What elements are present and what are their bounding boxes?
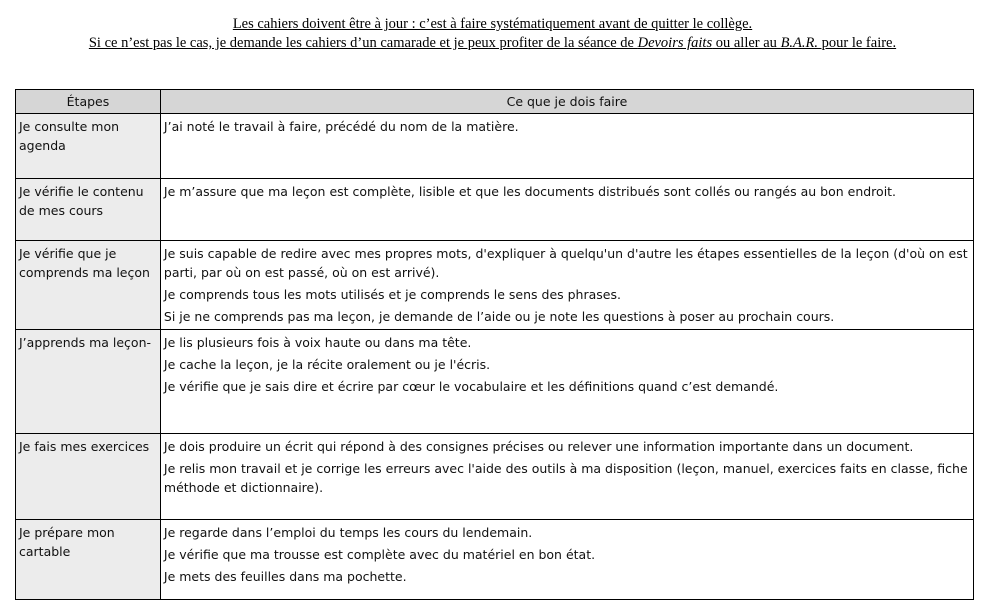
intro-notice [0,15,985,53]
step-cell: Je fais mes exercices [16,434,161,520]
todo-line: Je suis capable de redire avec mes propres mots, d'expliquer à quelqu'un d'autre les étapes essentielles de la leçon (d'où on est parti, par où on est passé, où on est arrivé). [163,246,968,280]
todo-cell [160,241,973,330]
table-row [16,241,974,330]
todo-line: Je cache la leçon, je la récite oralement ou je l'écris. [163,357,491,372]
todo-line: Je vérifie que je sais dire et écrire par cœur le vocabulaire et les définitions quand c’est demandé. [163,379,779,394]
header-etapes: Étapes [16,90,161,114]
steps-table [15,89,974,600]
table-row [16,434,974,520]
bar-emphasis: B.A.R. [780,35,819,51]
todo-line: Je relis mon travail et je corrige les erreurs avec l'aide des outils à ma disposition (leçon, manuel, exercices faits en classe, fiche méthode et dictionnaire). [163,461,968,495]
table-row [16,114,974,179]
step-cell: Je vérifie que je comprends ma leçon [16,241,161,330]
table-header-row [16,90,974,114]
table-row [16,179,974,241]
table-row [16,330,974,434]
step-cell: Je vérifie le contenu de mes cours [16,179,161,241]
step-cell: J’apprends ma leçon- [16,330,161,434]
intro-line-2-part-c: pour le faire. [818,35,897,51]
todo-line: Je dois produire un écrit qui répond à des consignes précises ou relever une information importante dans un document. [163,439,914,454]
intro-line-2-part-a: Si ce n’est pas le cas, je demande les cahiers d’un camarade et je peux profiter de la séance de [88,35,638,51]
todo-line: Je vérifie que ma trousse est complète avec du matériel en bon état. [163,547,596,562]
step-cell: Je prépare mon cartable [16,520,161,600]
header-ce-que-je-dois-faire: Ce que je dois faire [160,90,973,114]
todo-line: Si je ne comprends pas ma leçon, je demande de l’aide ou je note les questions à poser au prochain cours. [163,309,835,324]
todo-cell [160,434,973,520]
intro-line-1: Les cahiers doivent être à jour : c’est à faire systématiquement avant de quitter le collège. [232,16,753,32]
todo-cell [160,179,973,241]
intro-line-2 [0,34,985,53]
intro-line-2-part-b: ou aller au [712,35,781,51]
devoirs-faits-emphasis: Devoirs faits [637,35,713,51]
todo-line: Je m’assure que ma leçon est complète, lisible et que les documents distribués sont collés ou rangés au bon endroit. [163,184,897,199]
step-cell: Je consulte mon agenda [16,114,161,179]
todo-line: J’ai noté le travail à faire, précédé du nom de la matière. [163,119,519,134]
todo-line: Je mets des feuilles dans ma pochette. [163,569,407,584]
todo-line: Je lis plusieurs fois à voix haute ou dans ma tête. [163,335,472,350]
todo-cell [160,520,973,600]
todo-line: Je regarde dans l’emploi du temps les cours du lendemain. [163,525,533,540]
todo-line: Je comprends tous les mots utilisés et je comprends le sens des phrases. [163,287,621,302]
todo-cell [160,330,973,434]
table-row [16,520,974,600]
todo-cell [160,114,973,179]
